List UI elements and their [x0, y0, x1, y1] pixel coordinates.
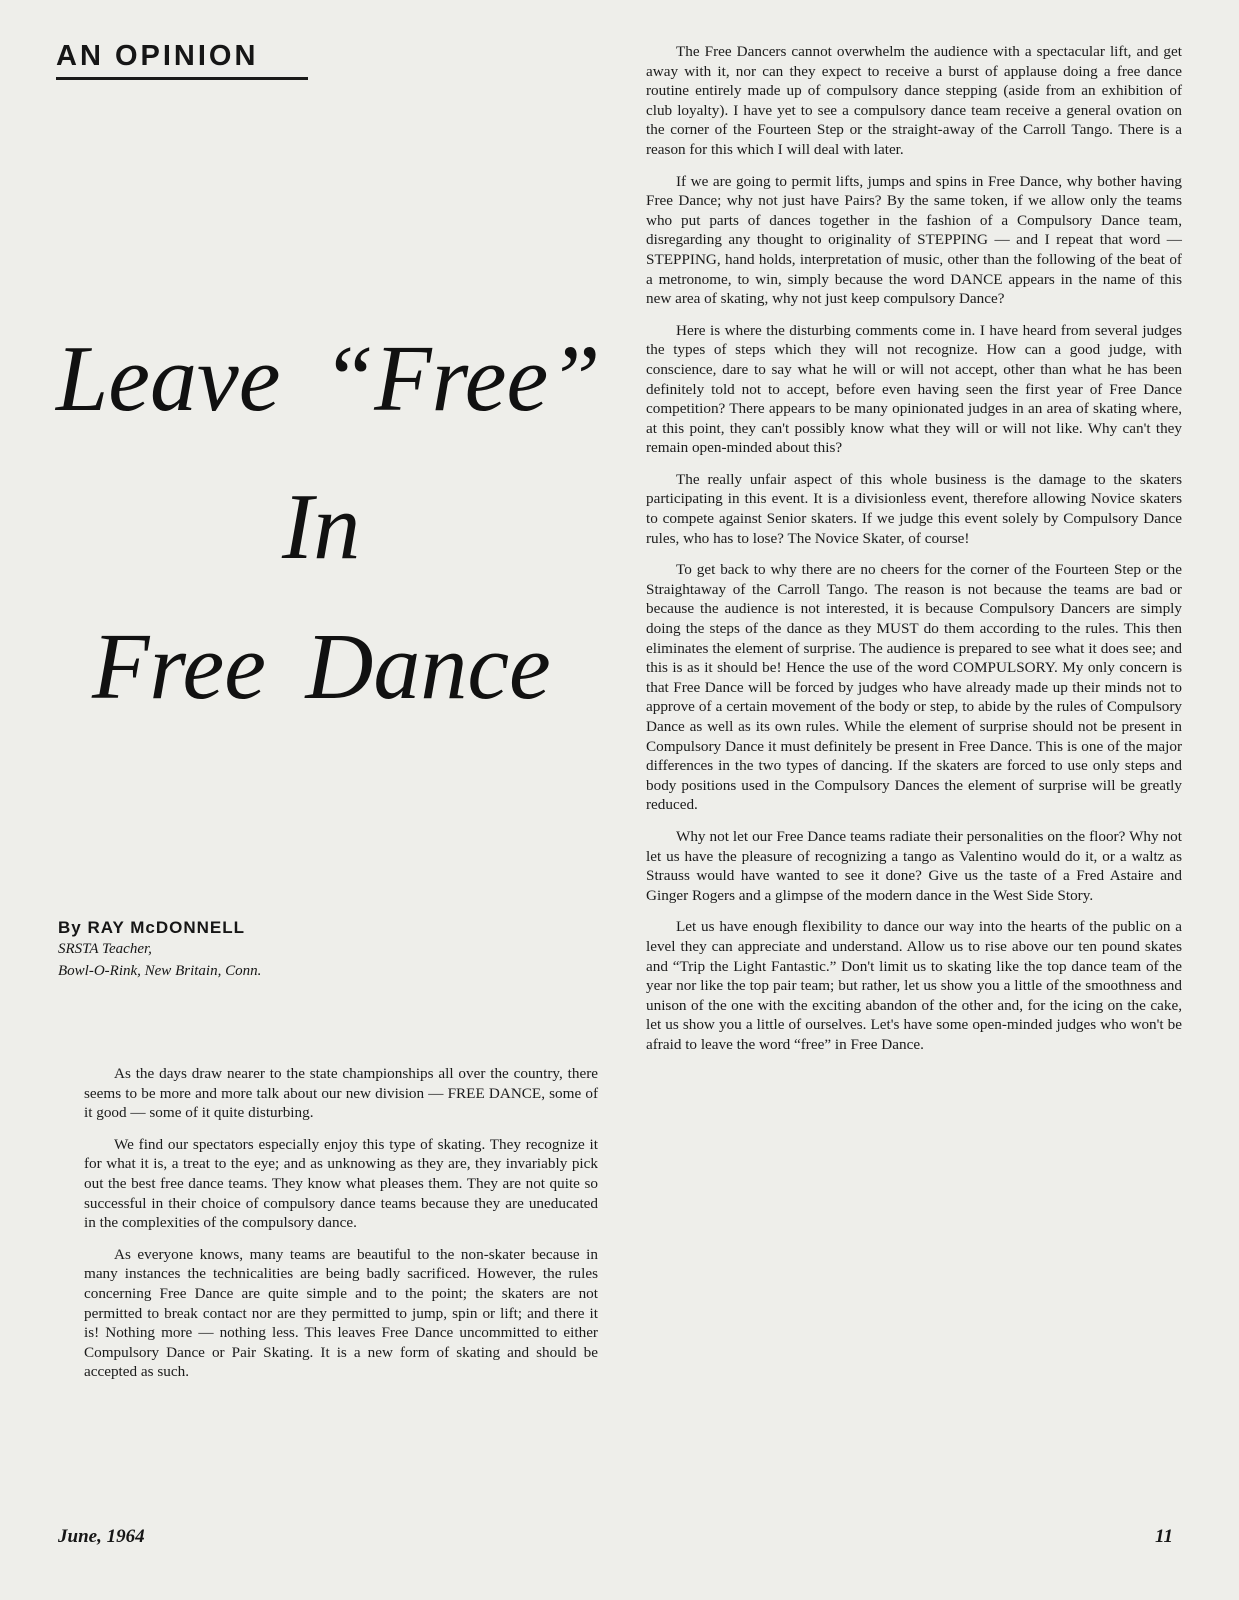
paragraph: To get back to why there are no cheers for the corner of the Fourteen Step or the Straightaway of the Carroll Tango. The reason is not because the teams are bad or because the audience is not interested, it is because Compulsory Dancers are simply doing the steps of the dance as they MUST do them according to the rules. This then eliminates the element of surprise. The audience is prepared to see what it does see; and this is as it should be! Hence the use of the word COMPULSORY. My only concern is that Free Dance will be forced by judges who have already made up their minds not to approve of a certain movement of the body or step, to abide by the rules of Compulsory Dance as well as its own rules. While the element of surprise should not be present in Compulsory Dance it must definitely be present in Free Dance. This is one of the major differences in the two types of dancing. If the skaters are forced to use only steps and body positions used in the Compulsory Dances the element of surprise will be greatly reduced.: [646, 561, 1182, 814]
author-role: SRSTA Teacher,: [58, 941, 152, 957]
section-kicker: AN OPINION: [56, 40, 308, 80]
headline-line-2: In: [282, 475, 361, 579]
right-text-column: [646, 42, 1182, 1067]
byline: [58, 918, 261, 982]
headline-line-3: Free Dance: [92, 615, 551, 719]
paragraph: Let us have enough flexibility to dance our way into the hearts of the public on a level they can appreciate and understand. Allow us to rise above our ten pound skates and “Trip the Light Fantastic.” Don't limit us to skating like the top dance team of the year nor like the top pair team; but rather, let us show you a little of the smoothness and unison of the one with the exciting abandon of the other and, for the icing on the cake, let us show you a little of ourselves. Let's have some open-minded judges who won't be afraid to leave the word “free” in Free Dance.: [646, 918, 1182, 1053]
paragraph: If we are going to permit lifts, jumps and spins in Free Dance, why bother having Free Dance; why not just have Pairs? By the same token, if we allow only the teams who put parts of dances together in the fashion of a Compulsory Dance team, disregarding any thought to originality of STEPPING — and I repeat that word — STEPPING, hand holds, interpretation of music, other than the following of the beat of a metronome, to win, simply because the word DANCE appears in the name of this new area of skating, why not just keep compulsory Dance?: [646, 172, 1182, 308]
paragraph: As the days draw nearer to the state championships all over the country, there seems to be more and more talk about our new division — FREE DANCE, some of it good — some of it quite disturbing.: [84, 1065, 598, 1122]
author-location: Bowl-O-Rink, New Britain, Conn.: [58, 963, 262, 979]
paragraph: The really unfair aspect of this whole business is the damage to the skaters participating in this event. It is a divisionless event, therefore allowing Novice skaters to compete against Senior skaters. If we judge this event solely by Compulsory Dance rules, who has to lose? The Novice Skater, of course!: [646, 470, 1182, 547]
left-text-column: [84, 1064, 598, 1394]
page-number: 11: [1155, 1526, 1173, 1547]
paragraph: We find our spectators especially enjoy this type of skating. They recognize it for what it is, a treat to the eye; and as unknowing as they are, they invariably pick out the best free dance teams. They know what pleases them. They are not quite so successful in their choice of compulsory dance teams because they are uneducated in the complexities of the compulsory dance.: [84, 1135, 598, 1232]
issue-date: June, 1964: [58, 1526, 145, 1547]
paragraph: Here is where the disturbing comments come in. I have heard from several judges the types of steps which they will not recognize. How can a good judge, with conscience, dare to say what he will or will not accept, other than what he has been definitely told not to accept, before even having seen the first year of Free Dance competition? There appears to be many opinionated judges in an area of skating where, at this point, they can't possibly know what they will or will not like. Why can't they remain open-minded about this?: [646, 321, 1182, 457]
paragraph: Why not let our Free Dance teams radiate their personalities on the floor? Why not let us have the pleasure of recognizing a tango as Valentino would do it, or a waltz as Strauss would have wanted to see it done? Give us the taste of a Fred Astaire and Ginger Rogers and a glimpse of the modern dance in the West Side Story.: [646, 827, 1182, 904]
paragraph: The Free Dancers cannot overwhelm the audience with a spectacular lift, and get away with it, nor can they expect to receive a burst of applause doing a free dance routine entirely made up of compulsory dance stepping (aside from an exhibition of club loyalty). I have yet to see a compulsory dance team receive a general ovation on the corner of the Fourteen Step or the straight-away of the Carroll Tango. There is a reason for this which I will deal with later.: [646, 43, 1182, 158]
headline-line-1: Leave “Free”: [56, 327, 601, 431]
author-name: By RAY McDONNELL: [58, 918, 245, 937]
paragraph: As everyone knows, many teams are beautiful to the non-skater because in many instances the technicalities are being badly sacrificed. However, the rules concerning Free Dance are quite simple and to the point; the skaters are not permitted to break contact nor are they permitted to jump, spin or lift; and there it is! Nothing more — nothing less. This leaves Free Dance uncommitted to either Compulsory Dance or Pair Skating. It is a new form of skating and should be accepted as such.: [84, 1245, 598, 1381]
